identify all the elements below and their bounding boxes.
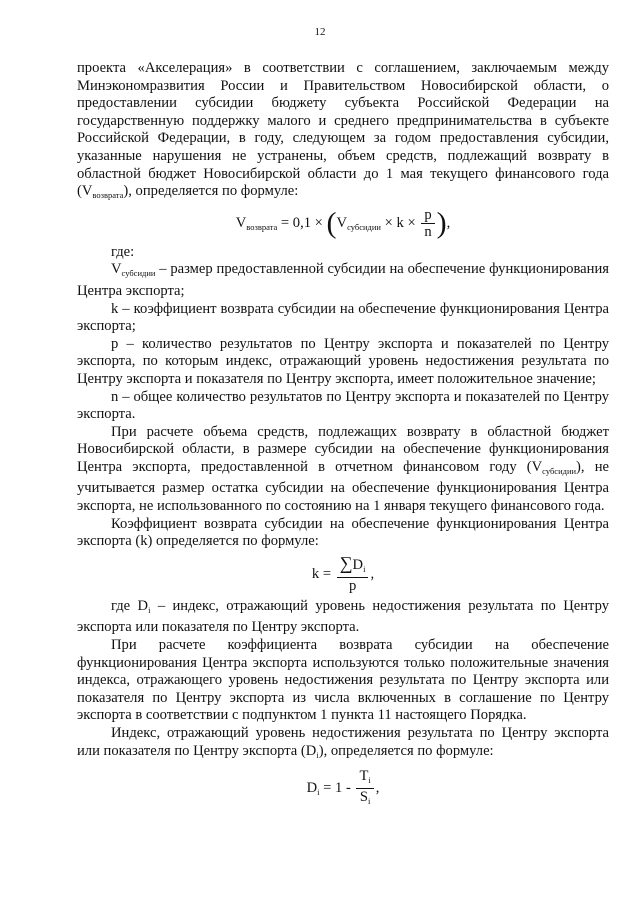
document-body xyxy=(77,60,609,813)
paragraph-calc: При расчете объема средств, подлежащих возврату в областной бюджет Новосибирской области, в размере субсидии на обеспечение функционирования Центра экспорта, предоставленной в отчетном финансовом году $(V_{субсидии})$, не учитывается размер остатка субсидии на обеспечение функционирования Центра экспорта, не использованного по состоянию на 1 января текущего финансового года. xyxy=(77,423,609,515)
page-number: 12 xyxy=(314,26,326,38)
fraction: $\frac{T_i}{S_i}$ xyxy=(356,768,373,809)
definition-n: n – общее количество результатов по Центру экспорта и показателей по Центру экспорта. xyxy=(77,388,609,423)
subscript: возврата xyxy=(92,190,124,201)
paragraph-where: где: xyxy=(111,243,135,260)
formula-k: k = $\frac{\sum D_i}{p}$ , xyxy=(311,552,375,594)
definition-p: p – количество результатов по Центру экспорта и показателей по Центру экспорта, по которым индекс, отражающий уровень недостижения результата по Центру экспорта и показателя по Центру экспорта, имеет положительное значение; xyxy=(77,335,609,387)
definition-k: k – коэффициент возврата субсидии на обеспечение функционирования Центра экспорта; xyxy=(77,300,609,335)
text: проекта «Акселерация» в соответствии с соглашением, заключаемым между Минэкономразвития России и Правительством Новосибирской области, о предоставлении субсидии бюджету субъекта Российской Федерации на государственную поддержку малого и среднего предпринимательства в субъекте Российской Федерации, в году, следующем за годом предоставления субсидии, указанные нарушения не устранены, объем средств, подлежащий возврату в областной бюджет Новосибирской области до 1 мая текущего финансового года (V xyxy=(77,60,609,200)
fraction: $\frac{\sum D_i}{p}$ xyxy=(337,555,369,594)
formula-v-return: $V_{возврата} = 0,1 \times (V_{субсидии} \times k$ × $\frac{p}{n}$ ), xyxy=(235,206,451,240)
paragraph-coefficient: Коэффициент возврата субсидии на обеспечение функционирования Центра экспорта (k) определяется по формуле: xyxy=(77,515,609,550)
fraction: $\frac{p}{n}$ xyxy=(421,207,434,240)
paragraph-return-volume xyxy=(77,60,609,205)
formula-di: $D_i = 1$ - $\frac{T_i}{S_i}$ , xyxy=(77,768,609,809)
paragraph-positive-values: При расчете коэффициента возврата субсидии на обеспечение функционирования Центра экспорта используются только положительные значения индекса, отражающего уровень недостижения результата по Центру экспорта или показателя по Центру экспорта из числа включенных в соглашение по Центру экспорта в соответствии с подпунктом 1 пункта 11 настоящего Порядка. xyxy=(77,637,609,724)
paragraph-where-di: где $D_i$ – индекс, отражающий уровень недостижения результата по Центру экспорта или показателя по Центру экспорта. xyxy=(77,597,610,636)
definition-v: $V_{субсидии}$ – размер предоставленной субсидии на обеспечение функционирования Центра экспорта; xyxy=(77,261,609,299)
paragraph-index: Индекс, отражающий уровень недостижения результата по Центру экспорта или показателя по Центру экспорта $(D_i)$, определяется по формуле: xyxy=(77,725,609,760)
text: ), определяется по формуле: xyxy=(123,183,299,200)
